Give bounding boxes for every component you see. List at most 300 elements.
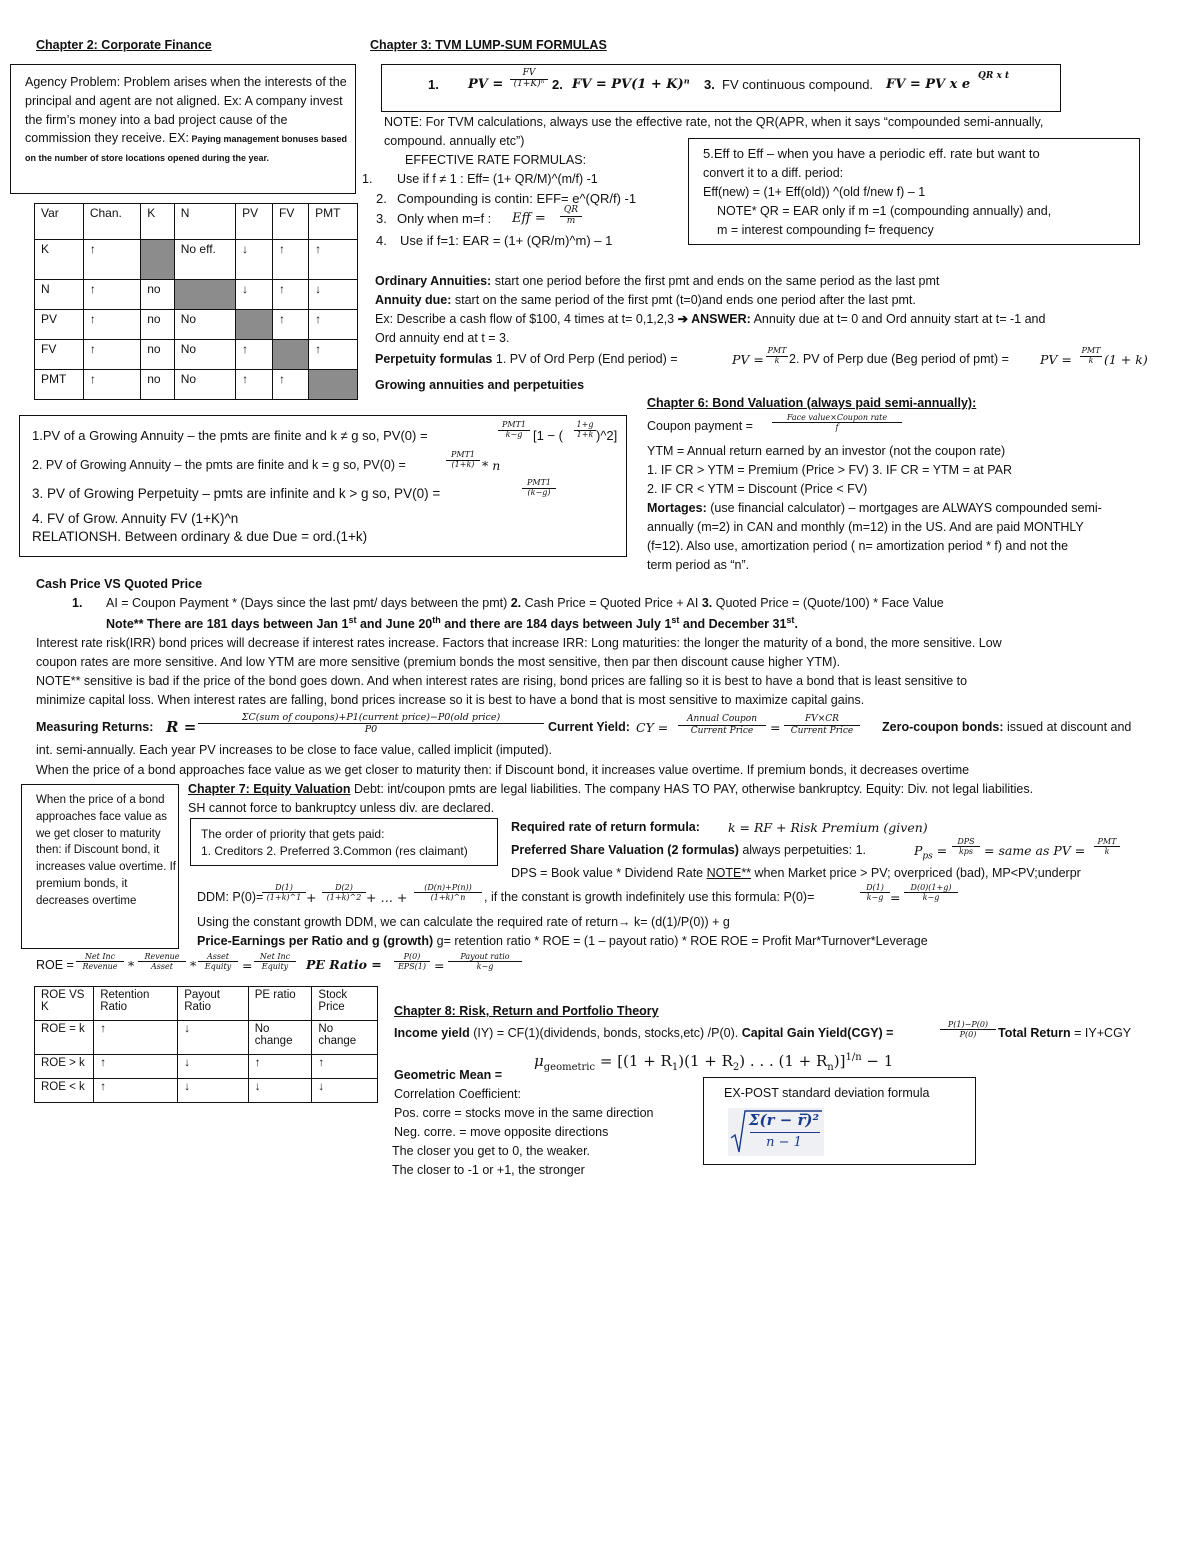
growing-frac3 [522, 479, 556, 498]
ex1-answer: Annuity due at t= 0 and Ord annuity start at t= -1 and [750, 312, 1046, 326]
growing-frac1 [498, 421, 530, 440]
tvm-note-line1: NOTE: For TVM calculations, always use the effective rate, not the QR(APR, when it says “compounded semi-annually, [384, 115, 1044, 129]
priority-line2: 1. Creditors 2. Preferred 3.Common (res claimant) [201, 844, 468, 858]
irr-line1: Interest rate risk(IRR) bond prices will decrease if interest rates increase. Factors that increase IRR: Long maturities: the longer the maturity of a bond, the more sensitive. Low [36, 636, 1002, 650]
ex1-answer-lead: ANSWER: [691, 312, 751, 326]
eff-formula-3-expr: Eff = [512, 211, 546, 226]
ddm-frac3 [414, 883, 482, 902]
formula1-numerator: FV [522, 68, 536, 78]
geo-mid2: ) . . . (1 + R [739, 1052, 828, 1070]
cash-price-formula: Cash Price = Quoted Price + AI [521, 596, 702, 610]
eff-formula-3-fraction [560, 206, 582, 227]
irr-line2: coupon rates are more sensitive. And low YTM are more sensitive (premium bonds the most sensitive, then par then discount cause higher YTM). [36, 655, 841, 669]
due-text: start on the same period of the first pmt (t=0)and ends one period after the last pmt. [451, 293, 916, 307]
days-note [106, 615, 798, 633]
perp-num1: PMT [767, 346, 787, 355]
var-table-cell: No eff. [174, 240, 235, 280]
ord-lead: Ordinary Annuities: [375, 274, 492, 288]
formula3-exponent: QR x t [978, 71, 1010, 81]
var-table-cell [273, 340, 309, 370]
eff-to-eff-line3: Eff(new) = (1+ Eff(old)) ^(old f/new f) – 1 [703, 185, 926, 199]
roe-table-cell: ↑ [94, 1021, 178, 1055]
growing-frac1b [574, 421, 596, 440]
eff-formula-3: Only when m=f : [397, 211, 492, 226]
note-e: . [794, 617, 798, 632]
mortgage-line3: (f=12). Also use, amortization period ( n= amortization period * f) and not the [647, 539, 1069, 553]
mr-num: ΣC(sum of coupons)+P1(current price)−P0(old price) [241, 712, 501, 723]
roe-table-cell: ROE = k [35, 1021, 94, 1055]
formula1-fraction [510, 69, 548, 90]
dps-note: NOTE** [706, 866, 752, 880]
mr-den: P0 [198, 723, 544, 735]
measuring-returns-label: Measuring Returns: [36, 720, 154, 734]
var-table-row [35, 240, 358, 280]
roe-table-header-row [35, 987, 378, 1021]
roe-frac2 [138, 952, 186, 971]
total-return [998, 1026, 1131, 1042]
geo-end: )] [833, 1052, 846, 1070]
ddm-n5: D(0)(1+g) [910, 883, 952, 892]
var-table-cell: ↑ [273, 240, 309, 280]
due-lead: Annuity due: [375, 293, 452, 307]
geo-rn: n [827, 1062, 834, 1073]
perp-text2: 2. PV of Perp due (Beg period of pmt) = [789, 352, 1009, 366]
closer-one: The closer to -1 or +1, the stronger [392, 1163, 585, 1177]
correlation-heading: Correlation Coefficient: [394, 1087, 521, 1101]
pe-frac2 [448, 952, 522, 971]
roe-d4: Equity [254, 961, 296, 971]
ddm-d4: k−g [860, 892, 890, 902]
pref-num2: PMT [1097, 837, 1117, 846]
roe-times2: * [190, 958, 197, 973]
chapter6-heading: Chapter 6: Bond Valuation (always paid semi-annually): [647, 396, 977, 410]
chapter7-line [188, 782, 1033, 798]
g1-num: PMT1 [502, 420, 526, 429]
tr-lead: Total Return [998, 1026, 1071, 1040]
coupon-rate-rule2: 2. IF CR < YTM = Discount (Price < FV) [647, 482, 868, 496]
quoted-price-formula: Quoted Price = (Quote/100) * Face Value [712, 596, 944, 610]
growing-line3: 3. PV of Growing Perpetuity – pmts are infinite and k > g so, PV(0) = [32, 486, 441, 501]
note-c: and there are 184 days between July 1 [440, 617, 672, 632]
agency-problem-box [10, 64, 356, 194]
ddm-n2: D(2) [335, 883, 353, 892]
g1-tail: [1 − ( [533, 428, 563, 443]
roe-table-header-cell: ROE VS K [35, 987, 94, 1021]
roe-vs-k-table [34, 986, 378, 1103]
pe-lead: Price-Earnings per Ratio and g (growth) [197, 934, 434, 948]
var-table-cell: no [141, 310, 175, 340]
note-sup1: st [348, 615, 357, 625]
eff-formula-4: Use if f=1: EAR = (1+ (QR/m)^m) – 1 [400, 233, 613, 248]
perp-formula1: PV = [732, 352, 764, 367]
roe-table-cell: ↓ [178, 1079, 249, 1103]
eff-to-eff-line4: NOTE* QR = EAR only if m =1 (compounding annually) and, [717, 204, 1052, 218]
var-table-row [35, 280, 358, 310]
var-table-header-cell: PV [236, 204, 273, 240]
irr-line4: minimize capital loss. When interest rates are falling, bond prices increase so it is best to have a bond that is most sensitive to maximize capital gains. [36, 693, 865, 707]
roe-table-row [35, 1021, 378, 1055]
roe-table-cell: ↓ [178, 1021, 249, 1055]
var-table-header-cell: PMT [309, 204, 358, 240]
zero-coupon-line2: int. semi-annually. Each year PV increases to be close to face value, called implicit (imputed). [36, 743, 552, 757]
cy-num1: Annual Coupon [686, 714, 758, 724]
roe-table-cell: No change [248, 1021, 312, 1055]
eff3-numerator: QR [563, 205, 579, 215]
tvm-note-line2: compound. annually etc”) [384, 134, 525, 148]
var-table-cell: ↑ [83, 310, 140, 340]
var-table-cell: ↑ [83, 340, 140, 370]
price-approach-text: When the price of a bond approaches face value as we get closer to maturity then: if Discount bond, it increases value overtime. If premium bonds, it decreases overtime [36, 794, 176, 907]
dps-text: DPS = Book value * Dividend Rate [511, 866, 707, 880]
perp-formula2: PV = [1040, 352, 1072, 367]
perpetuity-line [375, 352, 678, 368]
ddm-frac5 [904, 883, 958, 902]
growing-line1: 1.PV of a Growing Annuity – the pmts are finite and k ≠ g so, PV(0) = [32, 428, 428, 443]
roe-table-row [35, 1079, 378, 1103]
roe-times1: * [128, 958, 135, 973]
zero-coupon-line [882, 720, 1131, 736]
ddm-d2: (1+k)^2 [322, 892, 366, 902]
agency-problem-text [25, 73, 347, 167]
var-table-cell: PMT [35, 370, 84, 400]
mortgage-line1 [647, 501, 1102, 517]
cash-price-line1 [106, 596, 944, 612]
pref-den2: k [1094, 846, 1120, 856]
geo-r1: 1 [671, 1062, 679, 1073]
var-table-cell: N [35, 280, 84, 310]
preferred-share-line [511, 843, 866, 859]
ordinary-annuity-line [375, 274, 939, 290]
formula1-denominator: (1+K)ⁿ [510, 79, 548, 90]
priority-line1: The order of priority that gets paid: [201, 827, 385, 841]
g3-num: PMT1 [527, 478, 551, 487]
geo-sub: geometric [543, 1062, 596, 1073]
geometric-mean-formula [534, 1052, 893, 1075]
var-table-cell: K [35, 240, 84, 280]
g1-end: )^2] [596, 428, 618, 443]
price-approach-box [21, 784, 179, 949]
note-sup4: st [786, 615, 795, 625]
pe-d2: k−g [448, 961, 522, 971]
roe-table-row [35, 1055, 378, 1079]
g1-den: k−g [498, 430, 530, 440]
agency-body: Problem arises when the interests of the principal and agent are not aligned. Ex: A company invest the firm’s money into a bad project cause of the commission they receive. EX: [25, 75, 347, 146]
var-table-cell: ↑ [309, 310, 358, 340]
pe-n2: Payout ratio [460, 952, 510, 961]
eff-to-eff-line2: convert it to a diff. period: [703, 166, 844, 180]
ddm-d1: (1+k)^1 [262, 892, 306, 902]
var-table-header-cell: K [141, 204, 175, 240]
ddm-plus1: + [306, 890, 317, 905]
var-table-row [35, 340, 358, 370]
perp-fraction1 [766, 347, 788, 366]
roe-table-header-cell: Payout Ratio [178, 987, 249, 1021]
growing-annuity-box [19, 415, 627, 557]
var-table-cell: ↑ [83, 370, 140, 400]
current-yield-cy: CY = [636, 720, 669, 735]
roe-table-cell: ↑ [312, 1055, 378, 1079]
closer-zero: The closer you get to 0, the weaker. [392, 1144, 591, 1158]
roe-n1: Net Inc [84, 952, 116, 961]
eff-number-3: 3. [376, 211, 387, 226]
var-table-cell: ↑ [83, 280, 140, 310]
var-table-row [35, 370, 358, 400]
roe-frac3 [198, 952, 238, 971]
perp-fraction2 [1080, 347, 1102, 366]
var-table-cell [309, 370, 358, 400]
var-table-header-cell: Var [35, 204, 84, 240]
note-sup2: th [432, 615, 441, 625]
mort-lead: Mortages: [647, 501, 707, 515]
constant-growth-line: Using the constant growth DDM, we can calculate the required rate of return→ k= (d(1)/P(0)) + g [197, 915, 730, 929]
effective-rate-heading: EFFECTIVE RATE FORMULAS: [405, 153, 587, 167]
g2-tail: * n [482, 458, 501, 473]
var-table-cell: ↓ [309, 280, 358, 310]
note-a: Note** There are 181 days between Jan 1 [106, 617, 349, 632]
geo-rest: = [(1 + R [595, 1052, 672, 1070]
g2-den: (1+k) [446, 460, 480, 470]
roe-table-cell: ↓ [248, 1079, 312, 1103]
g2-num: PMT1 [451, 450, 475, 459]
eff-formula-1: Use if f ≠ 1 : Eff= (1+ QR/M)^(m/f) -1 [397, 172, 598, 186]
ddm-n1: D(1) [275, 883, 293, 892]
var-table-cell: ↓ [236, 280, 273, 310]
cgy-lead: Capital Gain Yield(CGY) = [738, 1026, 894, 1040]
ddm-frac2 [322, 883, 366, 902]
var-table-cell: no [141, 280, 175, 310]
var-table-cell: no [141, 370, 175, 400]
lump-sum-formula-box [381, 64, 1061, 112]
cy-fraction1 [678, 714, 766, 737]
roe-frac1 [76, 952, 124, 971]
ddm-d5: k−g [904, 892, 958, 902]
formula2-number: 2. [552, 77, 563, 92]
roe-frac4 [254, 952, 296, 971]
measuring-returns-r: R = [166, 718, 197, 736]
var-table-cell: ↓ [236, 240, 273, 280]
coupon-payment-label: Coupon payment = [647, 419, 753, 433]
formula3-number: 3. [704, 77, 715, 92]
var-table-cell: ↑ [273, 280, 309, 310]
perp-den1: k [766, 356, 788, 366]
ddm-d3: (1+k)^n [414, 892, 482, 902]
var-table-cell: ↑ [309, 340, 358, 370]
growing-line5: RELATIONSH. Between ordinary & due Due = ord.(1+k) [32, 529, 368, 544]
expost-heading: EX-POST standard deviation formula [724, 1086, 930, 1100]
var-table-cell [236, 310, 273, 340]
formula3: FV = PV x e [886, 77, 971, 92]
roe-d1: Revenue [76, 961, 124, 971]
pref-den: kps [952, 846, 980, 856]
var-table-cell: ↑ [83, 240, 140, 280]
roe-table-header-cell: PE ratio [248, 987, 312, 1021]
cashflow-example-line2: Ord annuity end at t = 3. [375, 331, 510, 345]
perp-tail: (1 + k) [1104, 352, 1148, 367]
dps-tail: when Market price > PV; overpriced (bad), MP<PV;underpr [751, 866, 1081, 880]
growing-line4: 4. FV of Grow. Annuity FV (1+K)^n [32, 511, 239, 526]
sd-numerator: Σ(r − r̅)² [748, 1111, 820, 1129]
roe-n4: Net Inc [259, 952, 291, 961]
pref-text: always perpetuities: 1. [738, 843, 867, 857]
g1-den2: 1+k [574, 430, 596, 440]
roe-table-cell: ROE > k [35, 1055, 94, 1079]
perp-lead: Perpetuity formulas [375, 352, 493, 366]
var-table-cell [141, 240, 175, 280]
cash-price-heading: Cash Price VS Quoted Price [36, 577, 203, 591]
irr-line3: NOTE** sensitive is bad if the price of the bond goes down. And when interest rates are rising, bond prices are falling so it is best to have a bond that is least sensitive to [36, 674, 968, 688]
note-sup3: st [671, 615, 680, 625]
roe-table-cell: ↓ [312, 1079, 378, 1103]
negative-correlation: Neg. corre. = move opposite directions [394, 1125, 609, 1139]
cgy-num: P(1)−P(0) [947, 1020, 989, 1029]
perp-text1: 1. PV of Ord Perp (End period) = [492, 352, 678, 366]
growing-frac2 [446, 451, 480, 470]
roe-eq: = [242, 958, 253, 973]
pref-p [914, 843, 947, 863]
var-table-header-cell: FV [273, 204, 309, 240]
eff-number-4: 4. [376, 233, 387, 248]
eff-to-eff-box [688, 138, 1140, 245]
coupon-fraction [772, 413, 902, 432]
geo-minus: − 1 [861, 1052, 894, 1070]
pref-lead: Preferred Share Valuation (2 formulas) [511, 843, 739, 857]
agency-lead: Agency Problem: [25, 75, 121, 89]
chapter7-heading: Chapter 7: Equity Valuation [188, 782, 351, 796]
pe-growth-line [197, 934, 928, 950]
g1-num2: 1+g [576, 420, 594, 429]
coupon-rate-rule1: 1. IF CR > YTM = Premium (Price > FV) 3. IF CR = YTM = at PAR [647, 463, 1013, 477]
chapter8-heading: Chapter 8: Risk, Return and Portfolio Theory [394, 1004, 659, 1018]
annuity-due-line [375, 293, 916, 309]
required-return-formula: k = RF + Risk Premium (given) [728, 820, 928, 835]
cgy-fraction [940, 1020, 996, 1039]
mortgage-line4: term period as “n”. [647, 558, 750, 572]
cp-num2: 2. [507, 596, 522, 610]
ddm-tail: , if the constant is growth indefinitely use this formula: P(0)= [484, 890, 815, 904]
cgy-den: P(0) [940, 1029, 996, 1039]
pref-p-sub: ps [922, 851, 933, 862]
debt-text: Debt: int/coupon pmts are legal liabilities. The company HAS TO PAY, otherwise bankruptcy. Equity: Div. not legal liabilities. [350, 782, 1034, 796]
agency-small: Paying management bonuses based on the number of store locations opened during the year. [25, 134, 347, 163]
ddm-label: DDM: P(0)= [197, 890, 264, 904]
cy-fraction2 [784, 714, 860, 737]
formula2: FV = PV(1 + K)ⁿ [572, 77, 690, 92]
var-table-cell: PV [35, 310, 84, 340]
pe-d1: EPS(1) [394, 961, 430, 971]
var-table-cell: No [174, 370, 235, 400]
cy-den2: Current Price [784, 725, 860, 737]
roe-table-cell: ↑ [94, 1079, 178, 1103]
roe-table-cell: ROE < k [35, 1079, 94, 1103]
var-table-cell: ↑ [273, 310, 309, 340]
roe-d3: Equity [198, 961, 238, 971]
positive-correlation: Pos. corre = stocks move in the same direction [394, 1106, 654, 1120]
geo-r2: 2 [732, 1062, 740, 1073]
zc-lead: Zero-coupon bonds: [882, 720, 1004, 734]
ord-text: start one period before the first pmt and ends on the same period as the last pmt [491, 274, 940, 288]
iy-lead: Income yield [394, 1026, 470, 1040]
income-yield-line [394, 1026, 893, 1042]
eff-to-eff-line1: 5.Eff to Eff – when you have a periodic eff. rate but want to [703, 146, 1040, 161]
var-table-cell: No [174, 340, 235, 370]
var-table-header-cell: Chan. [83, 204, 140, 240]
pref-eq: = [932, 843, 948, 858]
coupon-den: f [772, 422, 902, 432]
var-table-cell: ↑ [273, 370, 309, 400]
var-table-row [35, 310, 358, 340]
pe-n1: P(0) [403, 952, 421, 961]
mortgage-line2: annually (m=2) in CAN and monthly (m=12) in the US. And are paid MONTHLY [647, 520, 1084, 534]
ddm-n3: (D(n)+P(n)) [424, 883, 472, 892]
cash-price-number1 [72, 596, 82, 612]
geo-mid: )(1 + R [678, 1052, 733, 1070]
ddm-dots: + … + [366, 890, 408, 905]
req-lead: Required rate of return formula: [511, 820, 700, 834]
zc-text: issued at discount and [1003, 720, 1132, 734]
var-table-cell: ↑ [236, 340, 273, 370]
geometric-mean-label: Geometric Mean = [394, 1068, 503, 1082]
pe-frac1 [394, 952, 430, 971]
cp-num3: 3. [701, 596, 713, 610]
roe-table-cell: No change [312, 1021, 378, 1055]
pe-eq: = [434, 958, 445, 973]
geo-mu: μ [534, 1052, 544, 1070]
note-b: and June 20 [356, 617, 433, 632]
sd-denominator: n − 1 [766, 1135, 802, 1150]
var-table-cell [174, 280, 235, 310]
ai-formula: AI = Coupon Payment * (Days since the last pmt/ days between the pmt) [106, 596, 508, 610]
roe-table-cell: ↑ [248, 1055, 312, 1079]
var-table-header-cell: N [174, 204, 235, 240]
geo-exp: 1/n [845, 1052, 862, 1063]
roe-label: ROE = [36, 958, 74, 972]
eff-to-eff-line5: m = interest compounding f= frequency [717, 223, 934, 237]
cy-num2: FV×CR [805, 714, 839, 724]
ddm-n4: D(1) [866, 883, 884, 892]
eff-formula-2: Compounding is contin: EFF= e^(QR/f) -1 [397, 191, 637, 206]
chapter3-heading: Chapter 3: TVM LUMP-SUM FORMULAS [370, 38, 607, 52]
ddm-frac1 [262, 883, 306, 902]
arrow-icon: ➔ [674, 312, 692, 326]
roe-table-header-cell: Stock Price [312, 987, 378, 1021]
roe-n3: Asset [207, 952, 229, 961]
required-return-line [511, 820, 700, 836]
eff3-denominator: m [560, 216, 582, 227]
var-table-cell: ↑ [309, 240, 358, 280]
sd-fraction-bar [750, 1132, 820, 1133]
roe-n2: Revenue [144, 952, 180, 961]
roe-table-cell: ↑ [94, 1055, 178, 1079]
growing-annuities-heading: Growing annuities and perpetuities [375, 378, 585, 392]
eff-number-1: 1. [362, 172, 373, 186]
pref-num: DPS [957, 837, 975, 846]
variable-change-table [34, 203, 358, 400]
expost-sd-box [703, 1077, 976, 1165]
pref-fraction [952, 837, 980, 856]
chapter2-heading: Chapter 2: Corporate Finance [36, 38, 212, 52]
ddm-frac4 [860, 883, 890, 902]
dps-line [511, 866, 1081, 882]
sh-bankruptcy: SH cannot force to bankruptcy unless div. are declared. [188, 801, 495, 815]
pe-text: g= retention ratio * ROE = (1 – payout ratio) * ROE ROE = Profit Mar*Turnover*Leverage [433, 934, 928, 948]
cy-den1: Current Price [678, 725, 766, 737]
ddm-eq: = [890, 890, 901, 905]
cp-num1: 1. [72, 596, 83, 610]
var-table-cell: FV [35, 340, 84, 370]
iy-text: (IY) = CF(1)(dividends, bonds, stocks,etc) /P(0). [469, 1026, 739, 1040]
growing-line2: 2. PV of Growing Annuity – the pmts are finite and k = g so, PV(0) = [32, 458, 406, 472]
ytm-definition: YTM = Annual return earned by an investor (not the coupon rate) [647, 444, 1006, 458]
